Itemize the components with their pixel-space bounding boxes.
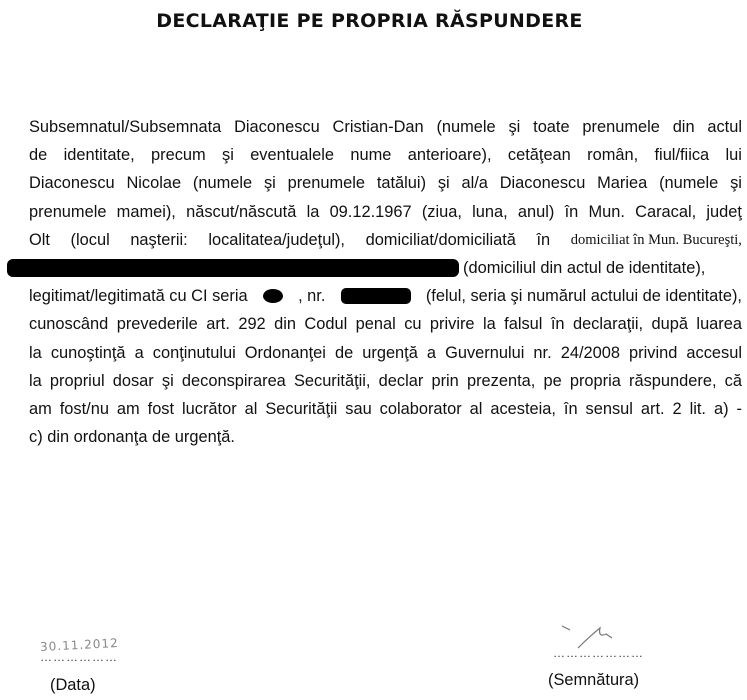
word: (numele [659, 174, 719, 193]
word: Securităţii [265, 400, 338, 419]
word: şi [508, 118, 521, 136]
word: Guvernului [445, 343, 525, 362]
word: penal [355, 315, 396, 334]
word: domiciliat/domiciliată [365, 230, 516, 249]
word: la [482, 315, 496, 334]
word: român, [587, 146, 639, 165]
redacted-id-number [341, 288, 411, 304]
word: lit. [689, 400, 706, 419]
word: luna, [472, 202, 508, 221]
word: am [29, 400, 52, 419]
word: Cristian-Dan [332, 118, 424, 136]
word: Mariea [597, 174, 648, 193]
word: pe [543, 371, 562, 390]
word: declaraţii, [572, 315, 644, 334]
word: sau [345, 400, 372, 419]
word: prevederile [116, 315, 198, 334]
word: colaborator [379, 400, 462, 419]
word: declar [378, 371, 424, 390]
body-line [29, 141, 742, 169]
word: la [29, 343, 42, 362]
word: a) [713, 400, 729, 419]
word: acesteia, [490, 400, 556, 419]
word: în [536, 230, 551, 249]
word: Diaconescu [234, 118, 320, 136]
word: şi [437, 174, 450, 193]
body-line [29, 423, 742, 451]
word: localitatea/judeţul), [208, 230, 345, 249]
word: lucrător [182, 400, 237, 419]
body-line [29, 169, 742, 197]
word: în [564, 202, 579, 221]
word: din [672, 118, 695, 136]
word: art. [640, 400, 665, 419]
word: fost/nu [59, 400, 109, 419]
id-card-note: (felul, seria şi numărul actului de identitate), [425, 287, 742, 306]
word: al/a [461, 174, 488, 193]
word: (ziua, [421, 202, 462, 221]
word: am [116, 400, 140, 419]
body-line [29, 367, 742, 395]
word: eventualele [250, 146, 335, 165]
word: Caracal, [635, 202, 697, 221]
word: Mun. [588, 202, 625, 221]
word: judeţ [706, 202, 742, 221]
word: prenumele [29, 202, 107, 221]
address-note: (domiciliul din actul de identitate), [463, 259, 706, 278]
word: fost [147, 400, 175, 419]
word: cunoscând [29, 315, 109, 334]
word: că [724, 371, 742, 390]
signature-dotted-line: ………………… [553, 646, 644, 660]
word: şi [730, 174, 742, 193]
word: 24/2008 [560, 343, 620, 362]
id-card-label: legitimat/legitimată cu CI seria [29, 287, 248, 306]
word: prezenta, [466, 371, 536, 390]
word: răspundere, [629, 371, 717, 390]
word: lui [725, 146, 742, 165]
word: precum [151, 146, 206, 165]
word: anul) [517, 202, 555, 221]
body-line [29, 395, 742, 423]
redacted-address [7, 259, 459, 277]
document-title: DECLARAŢIE PE PROPRIA RĂSPUNDERE [156, 10, 583, 32]
word: privire [429, 315, 475, 334]
word: cu [404, 315, 422, 334]
word: şi [161, 371, 174, 390]
word: art. [206, 315, 230, 334]
redacted-id-series [263, 289, 283, 303]
word: fiul/fiica [654, 146, 710, 165]
word: mamei), [116, 202, 176, 221]
word: identitate, [63, 146, 135, 165]
word: sensul [585, 400, 633, 419]
word: de [29, 146, 48, 165]
word: luarea [696, 315, 742, 334]
word: falsul [504, 315, 543, 334]
date-label: (Data) [50, 676, 96, 694]
signature-label: (Semnătura) [548, 671, 640, 689]
word: privind [629, 343, 678, 362]
word: Nicolae [126, 174, 182, 193]
body-line [29, 198, 742, 226]
word: prin [431, 371, 459, 390]
word: la [29, 371, 42, 390]
word: (numele [436, 118, 496, 136]
word: de [334, 343, 354, 362]
date-handwritten: 30.11.2012 [39, 635, 120, 655]
word: tatălui) [376, 174, 427, 193]
word: Codul [304, 315, 348, 334]
word: toate [533, 118, 570, 136]
word: şi [222, 146, 234, 165]
body-line [29, 254, 742, 282]
word: accesul [686, 343, 742, 362]
word: propriul [49, 371, 105, 390]
word: Subsemnatul/Subsemnata [29, 118, 222, 136]
word: dosar [112, 371, 154, 390]
word: propria [569, 371, 621, 390]
body-line [29, 282, 742, 310]
word: la [306, 202, 320, 221]
word: conţinutului [152, 343, 236, 362]
word: 292 [238, 315, 266, 334]
word: prenumele [582, 118, 660, 136]
typed-insert: domiciliat în Mun. Bucureşti, [570, 231, 742, 248]
body-line [29, 339, 742, 367]
word: şi [263, 174, 276, 193]
word: Securităţii, [293, 371, 371, 390]
declaration-body [29, 113, 742, 451]
word: naşterii: [130, 230, 188, 249]
word: anterioare), [407, 146, 492, 165]
date-dotted-line: ……………… [40, 650, 118, 664]
word: nr. [533, 343, 552, 362]
word: cetăţean [507, 146, 571, 165]
word: prenumele [287, 174, 366, 193]
word: după [651, 315, 688, 334]
body-line [29, 310, 742, 338]
word: nume [350, 146, 392, 165]
body-line [29, 226, 742, 254]
id-number-label: , nr. [298, 287, 326, 306]
word: deconspirarea [181, 371, 286, 390]
word: (locul [70, 230, 110, 249]
word: în [550, 315, 565, 334]
body-line [29, 113, 742, 141]
word: 2 [672, 400, 682, 419]
word: a [134, 343, 144, 362]
word: a [426, 343, 437, 362]
word: născut/născută [186, 202, 297, 221]
word: Olt [29, 230, 50, 249]
word: Diaconescu [29, 174, 115, 193]
word: urgenţă [362, 343, 418, 362]
word: al [244, 400, 258, 419]
word: Diaconescu [499, 174, 586, 193]
word: Ordonanţei [244, 343, 326, 362]
word: cunoştinţă [50, 343, 126, 362]
word: din [274, 315, 296, 334]
word: (numele [192, 174, 253, 193]
word: - [736, 400, 742, 419]
word: al [469, 400, 483, 419]
word: în [563, 400, 578, 419]
closing-text: c) din ordonanţa de urgenţă. [29, 428, 235, 447]
word: actul [707, 118, 742, 136]
word: 09.12.1967 [329, 202, 412, 221]
